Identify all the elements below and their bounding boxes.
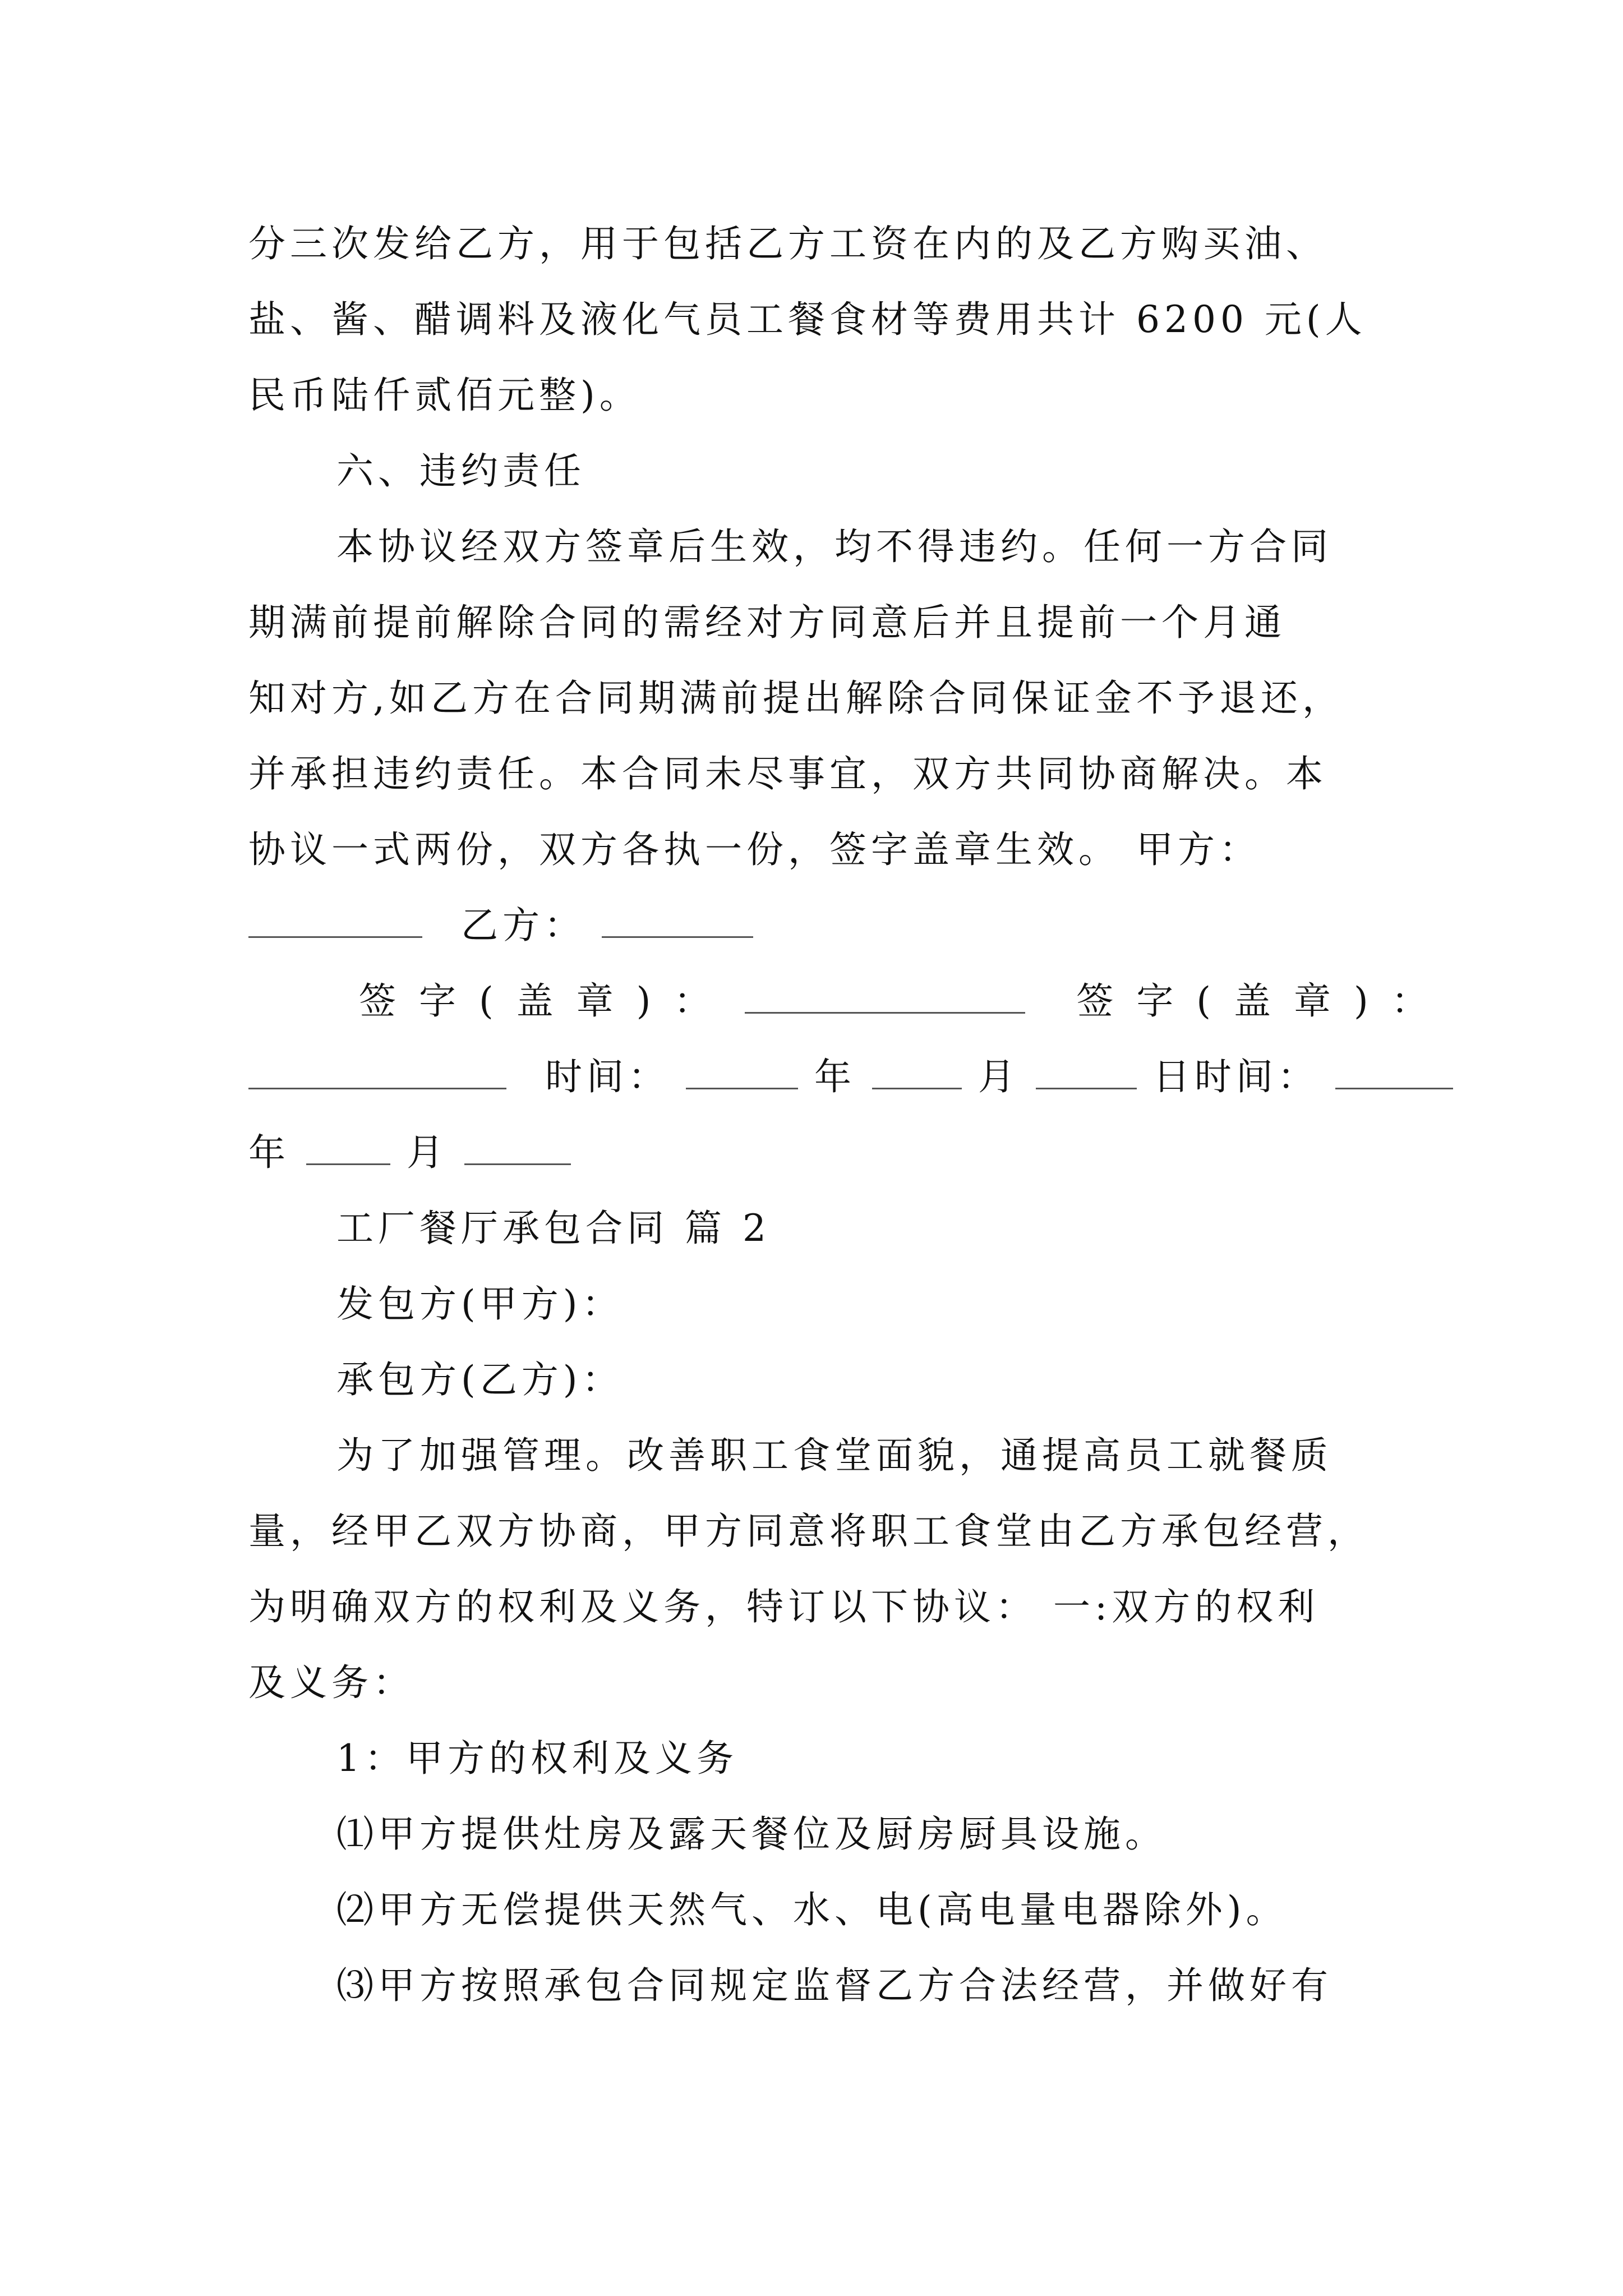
clause-2: ⑵甲方无偿提供天然气、水、电(高电量电器除外)。 — [336, 1888, 1288, 1931]
text-line-1: 分三次发给乙方，用于包括乙方工资在内的及乙方购买油、 — [248, 222, 1327, 265]
text-line-14: 为了加强管理。改善职工食堂面貌，通提高员工就餐质 — [336, 1434, 1332, 1477]
year-b-blank[interactable] — [1335, 1053, 1453, 1089]
seal-a-blank[interactable] — [745, 977, 1025, 1014]
contract-title-part2: 工厂餐厅承包合同 篇 2 — [336, 1207, 771, 1250]
text-line-7: 知对方,如乙方在合同期满前提出解除合同保证金不予退还， — [248, 677, 1344, 720]
text-line-3: 民币陆仟贰佰元整)。 — [248, 374, 641, 417]
clause-3: ⑶甲方按照承包合同规定监督乙方合法经营，并做好有 — [336, 1964, 1332, 2007]
subsection-heading-party-a: 1：甲方的权利及义务 — [336, 1737, 738, 1780]
text-line-9: 协议一式两份，双方各执一份，签字盖章生效。 甲方： — [248, 828, 1261, 871]
time-label-a: 时间： — [545, 1055, 670, 1098]
signature-party-line — [248, 898, 753, 954]
month-b-blank[interactable] — [306, 1129, 390, 1165]
seal-label-b: 签 字 ( 盖 章 ) ： — [1076, 979, 1434, 1023]
party-a-heading: 发包方(甲方)： — [336, 1282, 624, 1326]
day-a-blank[interactable] — [1036, 1053, 1137, 1089]
month-label-a: 月 — [978, 1055, 1020, 1098]
text-line-6: 期满前提前解除合同的需经对方同意后并且提前一个月通 — [248, 601, 1286, 644]
party-b-label: 乙方： — [460, 904, 585, 947]
section-heading-breach: 六、违约责任 — [336, 449, 585, 493]
date-line-1 — [248, 1049, 1453, 1105]
text-line-2: 盐、酱、醋调料及液化气员工餐食材等费用共计 6200 元(人 — [248, 298, 1367, 341]
text-line-8: 并承担违约责任。本合同未尽事宜，双方共同协商解决。本 — [248, 752, 1327, 795]
day-time-label: 日时间： — [1152, 1055, 1319, 1098]
seal-b-blank[interactable] — [248, 1053, 506, 1089]
day-b-blank[interactable] — [464, 1129, 571, 1165]
text-line-5: 本协议经双方签章后生效，均不得违约。任何一方合同 — [336, 525, 1332, 568]
text-line-17: 及义务： — [248, 1661, 414, 1704]
month-a-blank[interactable] — [872, 1053, 962, 1089]
text-line-16: 为明确双方的权利及义务，特订以下协议： 一:双方的权利 — [248, 1585, 1320, 1628]
party-b-heading: 承包方(乙方)： — [336, 1358, 624, 1401]
party-a-blank[interactable] — [248, 901, 422, 938]
year-label-b: 年 — [248, 1131, 290, 1174]
year-label-a: 年 — [814, 1055, 856, 1098]
month-label-b: 月 — [406, 1131, 448, 1174]
party-b-blank[interactable] — [602, 901, 753, 938]
year-a-blank[interactable] — [686, 1053, 798, 1089]
seal-label-a: 签 字 ( 盖 章 ) ： — [359, 979, 717, 1023]
seal-line — [359, 973, 1434, 1029]
date-line-2 — [248, 1125, 571, 1181]
clause-1: ⑴甲方提供灶房及露天餐位及厨房厨具设施。 — [336, 1812, 1166, 1856]
text-line-15: 量，经甲乙双方协商，甲方同意将职工食堂由乙方承包经营， — [248, 1510, 1369, 1553]
